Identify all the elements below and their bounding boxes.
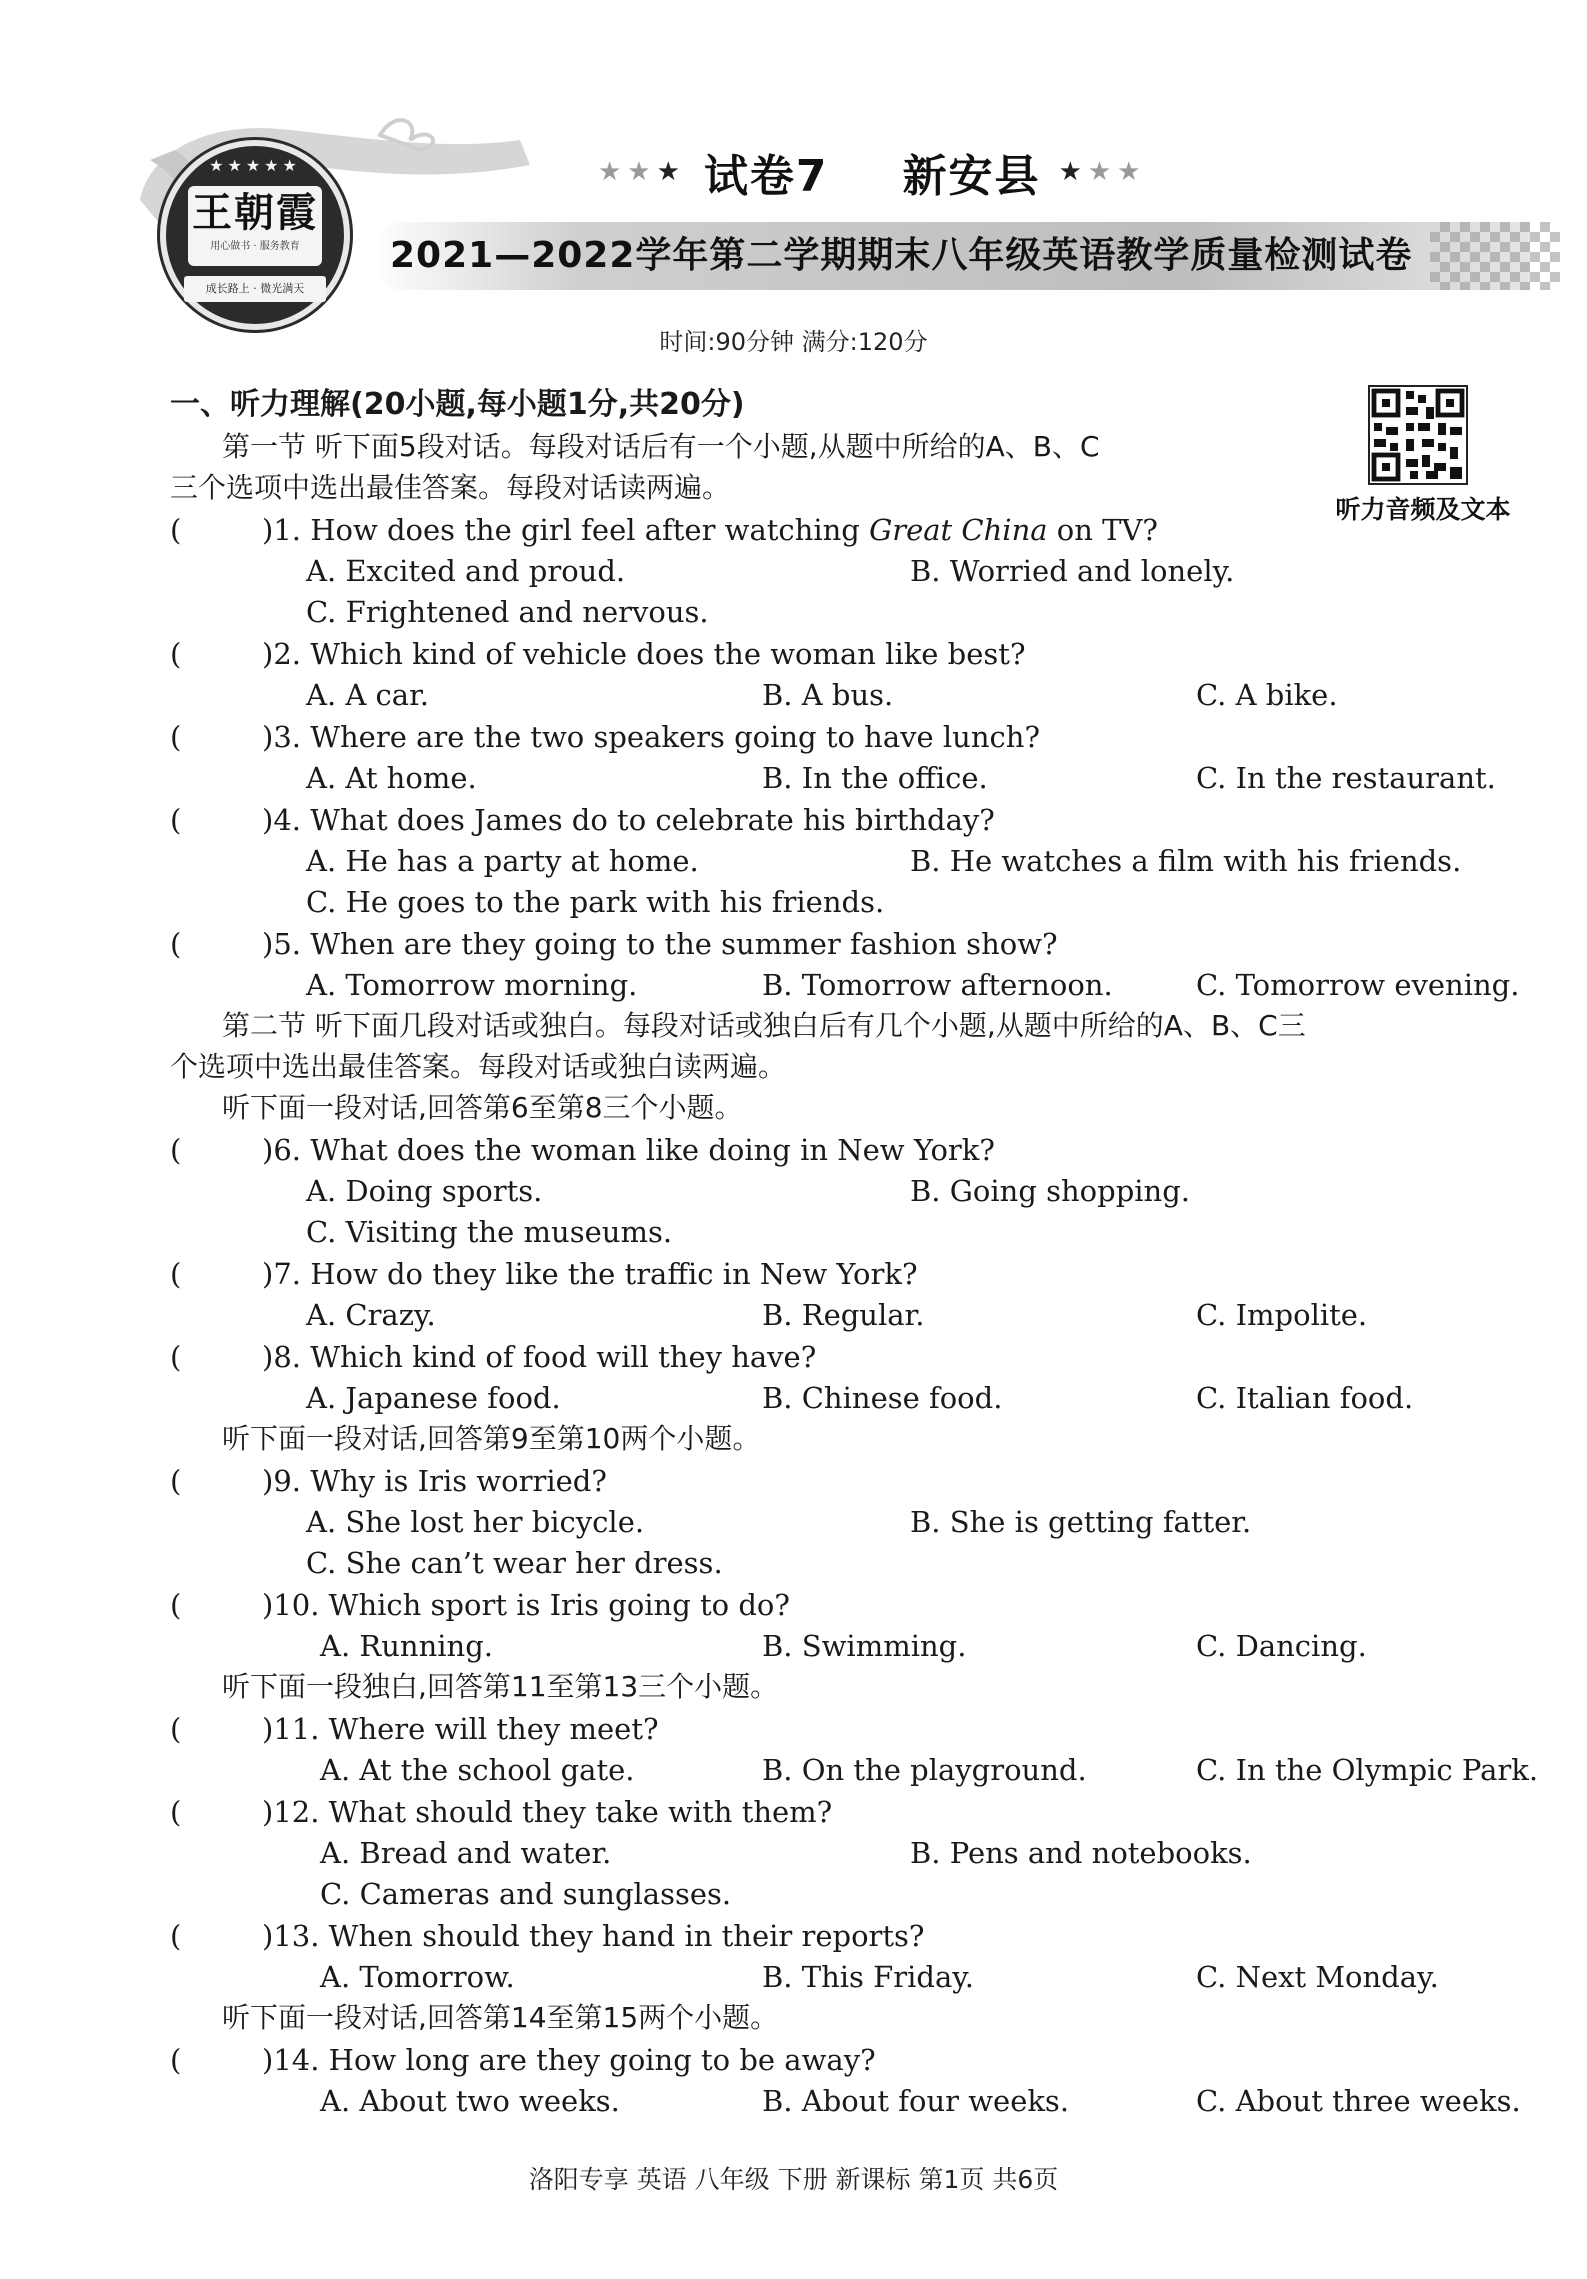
q10-option-a: A. Running. [320, 1629, 493, 1663]
q2-option-a: A. A car. [306, 678, 429, 712]
q1-option-c: C. Frightened and nervous. [306, 595, 709, 629]
question-10: )10. Which sport is Iris going to do? [262, 1588, 790, 1622]
answer-bracket[interactable]: ( [170, 1919, 182, 1953]
part1-instruction-line2: 三个选项中选出最佳答案。每段对话读两遍。 [170, 471, 731, 504]
answer-bracket[interactable]: ( [170, 1712, 182, 1746]
q4-option-a: A. He has a party at home. [306, 844, 699, 878]
q2-option-c: C. A bike. [1196, 678, 1338, 712]
paper-number: 试卷7 [703, 151, 829, 202]
instruction-q14-15: 听下面一段对话,回答第14至第15两个小题。 [222, 2001, 779, 2034]
question-9: )9. Why is Iris worried? [262, 1464, 607, 1498]
time-and-score: 时间:90分钟 满分:120分 [659, 328, 928, 356]
q4-option-c: C. He goes to the park with his friends. [306, 885, 885, 919]
answer-bracket[interactable]: ( [170, 1133, 182, 1167]
q8-option-a: A. Japanese food. [306, 1381, 561, 1415]
q14-option-b: B. About four weeks. [762, 2084, 1070, 2118]
logo-plate [188, 186, 322, 266]
q1-option-a: A. Excited and proud. [306, 554, 626, 588]
q6-option-b: B. Going shopping. [910, 1174, 1190, 1208]
logo-text: 王朝霞 [192, 189, 318, 236]
question-1: )1. How does the girl feel after watching Great China on TV? [262, 513, 1158, 547]
answer-bracket[interactable]: ( [170, 1795, 182, 1829]
q13-option-b: B. This Friday. [762, 1960, 975, 1994]
q11-option-a: A. At the school gate. [320, 1753, 635, 1787]
q7-option-a: A. Crazy. [306, 1298, 436, 1332]
q4-option-b: B. He watches a film with his friends. [910, 844, 1462, 878]
q3-option-c: C. In the restaurant. [1196, 761, 1496, 795]
question-2: )2. Which kind of vehicle does the woman like best? [262, 637, 1026, 671]
answer-bracket[interactable]: ( [170, 1340, 182, 1374]
q1-option-b: B. Worried and lonely. [910, 554, 1235, 588]
page-footer: 洛阳专享 英语 八年级 下册 新课标 第1页 共6页 [528, 2165, 1059, 2194]
q3-option-a: A. At home. [306, 761, 477, 795]
question-11: )11. Where will they meet? [262, 1712, 659, 1746]
q8-option-b: B. Chinese food. [762, 1381, 1003, 1415]
answer-bracket[interactable]: ( [170, 2043, 182, 2077]
qr-label: 听力音频及文本 [1335, 495, 1511, 524]
q5-option-c: C. Tomorrow evening. [1196, 968, 1520, 1002]
question-6: )6. What does the woman like doing in New York? [262, 1133, 995, 1167]
q10-option-b: B. Swimming. [762, 1629, 967, 1663]
q5-option-b: B. Tomorrow afternoon. [762, 968, 1113, 1002]
logo-slogan: 用心做书 · 服务教育 [210, 241, 300, 252]
question-4: )4. What does James do to celebrate his birthday? [262, 803, 995, 837]
checker-pattern [1430, 222, 1560, 290]
q12-option-b: B. Pens and notebooks. [910, 1836, 1252, 1870]
q11-option-c: C. In the Olympic Park. [1196, 1753, 1539, 1787]
exam-subtitle: 2021—2022学年第二学期期末八年级英语教学质量检测试卷 [390, 235, 1413, 276]
logo-banner: 成长路上 · 微光满天 [184, 276, 326, 302]
q8-option-c: C. Italian food. [1196, 1381, 1414, 1415]
q6-option-a: A. Doing sports. [306, 1174, 543, 1208]
q14-option-a: A. About two weeks. [320, 2084, 620, 2118]
q13-option-c: C. Next Monday. [1196, 1960, 1439, 1994]
question-8: )8. Which kind of food will they have? [262, 1340, 817, 1374]
q11-option-b: B. On the playground. [762, 1753, 1087, 1787]
question-3: )3. Where are the two speakers going to have lunch? [262, 720, 1041, 754]
q7-option-c: C. Impolite. [1196, 1298, 1368, 1332]
instruction-q11-13: 听下面一段独白,回答第11至第13三个小题。 [222, 1670, 779, 1703]
q10-option-c: C. Dancing. [1196, 1629, 1367, 1663]
qr-code-icon[interactable] [1368, 385, 1468, 485]
logo-stars: ★★★★★ [209, 156, 301, 175]
q3-option-b: B. In the office. [762, 761, 988, 795]
q6-option-c: C. Visiting the museums. [306, 1215, 673, 1249]
paper-title [598, 147, 1147, 202]
q9-option-a: A. She lost her bicycle. [306, 1505, 645, 1539]
answer-bracket[interactable]: ( [170, 513, 182, 547]
q12-option-a: A. Bread and water. [320, 1836, 612, 1870]
instruction-q6-8: 听下面一段对话,回答第6至第8三个小题。 [222, 1091, 743, 1124]
q12-option-c: C. Cameras and sunglasses. [320, 1877, 732, 1911]
q14-option-c: C. About three weeks. [1196, 2084, 1521, 2118]
answer-bracket[interactable]: ( [170, 720, 182, 754]
answer-bracket[interactable]: ( [170, 1464, 182, 1498]
q7-option-b: B. Regular. [762, 1298, 925, 1332]
part1-instruction-line1: 第一节 听下面5段对话。每段对话后有一个小题,从题中所给的A、B、C [222, 430, 1100, 463]
q2-option-b: B. A bus. [762, 678, 894, 712]
stars-right-icon: ★★★ [1058, 157, 1147, 187]
answer-bracket[interactable]: ( [170, 1588, 182, 1622]
part2-instruction-line1: 第二节 听下面几段对话或独白。每段对话或独白后有几个小题,从题中所给的A、B、C三 [222, 1009, 1306, 1042]
answer-bracket[interactable]: ( [170, 803, 182, 837]
question-7: )7. How do they like the traffic in New York? [262, 1257, 918, 1291]
instruction-q9-10: 听下面一段对话,回答第9至第10两个小题。 [222, 1422, 761, 1455]
question-12: )12. What should they take with them? [262, 1795, 833, 1829]
section-title: 一、听力理解(20小题,每小题1分,共20分) [170, 387, 745, 422]
answer-bracket[interactable]: ( [170, 1257, 182, 1291]
q13-option-a: A. Tomorrow. [320, 1960, 515, 1994]
q9-option-b: B. She is getting fatter. [910, 1505, 1252, 1539]
q9-option-c: C. She can’t wear her dress. [306, 1546, 723, 1580]
q5-option-a: A. Tomorrow morning. [306, 968, 638, 1002]
answer-bracket[interactable]: ( [170, 637, 182, 671]
part2-instruction-line2: 个选项中选出最佳答案。每段对话或独白读两遍。 [170, 1050, 787, 1083]
question-13: )13. When should they hand in their reports? [262, 1919, 925, 1953]
answer-bracket[interactable]: ( [170, 927, 182, 961]
stars-left-icon: ★★★ [598, 157, 686, 187]
question-14: )14. How long are they going to be away? [262, 2043, 876, 2077]
publisher-logo [160, 140, 350, 330]
county-name: 新安县 [902, 151, 1041, 202]
question-5: )5. When are they going to the summer fashion show? [262, 927, 1058, 961]
